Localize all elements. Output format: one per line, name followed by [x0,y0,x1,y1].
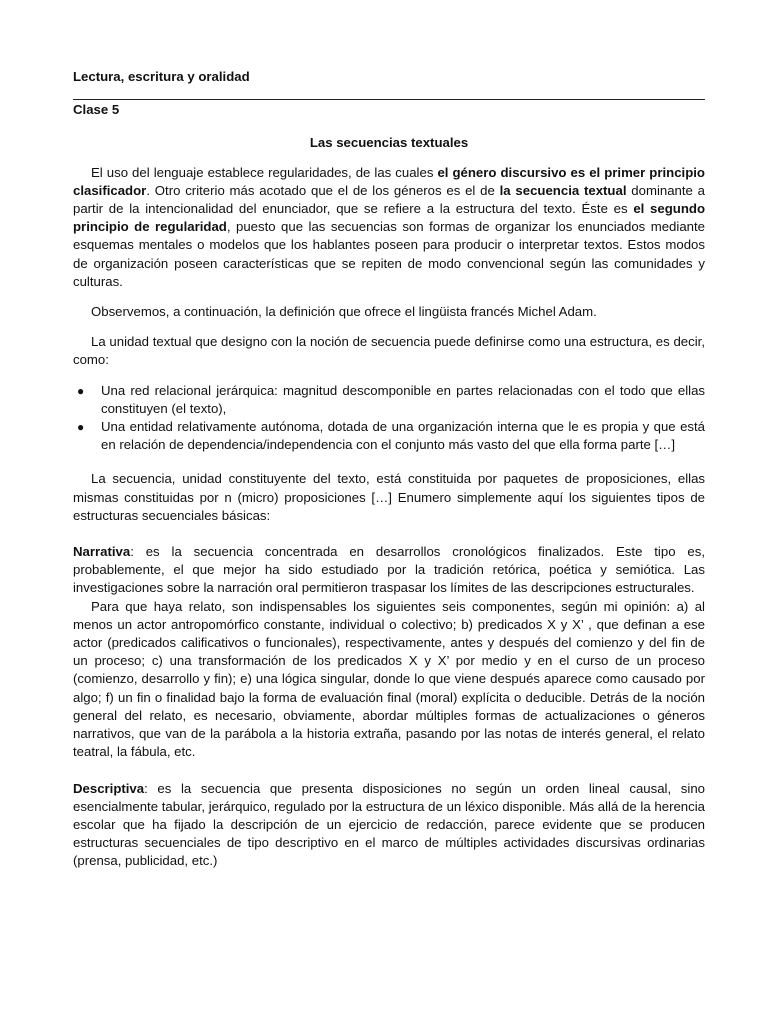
paragraph-intro: El uso del lenguaje establece regularidades, de las cuales el género discursivo es el primer principio clasificador. Otro criterio más acotado que el de los géneros es el de la secuencia textual dominante a partir de la intencionalidad del enunciador, que se refiere a la estructura del texto. Éste es el segundo principio de regularidad, puesto que las secuencias son formas de organizar los enunciados mediante esquemas mentales o modelos que los hablantes poseen para producir o interpretar textos. Estos modos de organización poseen características que se repiten de modo convencional según las comunidades y culturas. [73,164,705,289]
paragraph-descriptiva: Descriptiva: es la secuencia que presenta disposiciones no según un orden lineal causal, sino esencialmente tabular, jerárquico, regulado por la estructura de un léxico disponible. Más allá de la herencia escolar que ha fijado la descripción de un ejercicio de redacción, parece evidente que se producen estructuras secuenciales de tipo descriptivo en el marco de múltiples actividades discursivas ordinarias (prensa, publicidad, etc.) [73,780,705,869]
list-item: ● Una entidad relativamente autónoma, dotada de una organización interna que le es propia y que está en relación de dependencia/independencia con el conjunto más vasto del que ella forma parte […] [77,419,705,453]
list-item: ● Una red relacional jerárquica: magnitud descomponible en partes relacionadas con el todo que ellas constituyen (el texto), [77,382,705,416]
class-label: Clase 5 [73,102,120,118]
paragraph-sequence: La secuencia, unidad constituyente del texto, está constituida por paquetes de proposiciones, ellas mismas constituidas por n (micro) proposiciones […] Enumero simplemente aquí los siguientes tipos de estructuras secuenciales básicas: [73,471,705,523]
bullet-icon: ● [77,420,85,435]
course-title: Lectura, escritura y oralidad [73,69,250,84]
paragraph-narrativa-components: Para que haya relato, son indispensables los siguientes seis componentes, según mi opinión: a) al menos un actor antropomórfico constante, individual o colectivo; b) predicados X y X’ , que definan a ese actor (predicados calificativos o funcionales), respectivamente, antes y después del comienzo y del fin de un proceso; c) una transformación de los predicados X y X’ por medio y en el curso de un proceso (comienzo, desarrollo y fin); e) una lógica singular, donde lo que viene después aparece como causado por algo; f) un fin o finalidad bajo la forma de evaluación final (moral) explícita o deducible. Detrás de la noción general del relato, es necesario, obviamente, abordar múltiples formas de actualizaciones o géneros narrativos, que van de la parábola a la historia extraña, pasando por las notas de interés general, el relato teatral, la fábula, etc. [73,598,705,760]
bullet-icon: ● [77,383,85,398]
document-title: Las secuencias textuales [309,135,469,151]
paragraph-adam: Observemos, a continuación, la definición que ofrece el lingüista francés Michel Adam. [91,304,597,320]
header-divider [73,99,705,100]
paragraph-narrativa: Narrativa: es la secuencia concentrada en desarrollos cronológicos finalizados. Este tipo es, probablemente, el que mejor ha sido estudiado por la tradición retórica, poética y semiótica. Las investigaciones sobre la narración oral permitieron traspasar los límites de las descripciones estructurales. [73,544,705,596]
definition-list [73,382,705,455]
paragraph-definition: La unidad textual que designo con la noción de secuencia puede definirse como una estructura, es decir, como: [73,334,705,368]
